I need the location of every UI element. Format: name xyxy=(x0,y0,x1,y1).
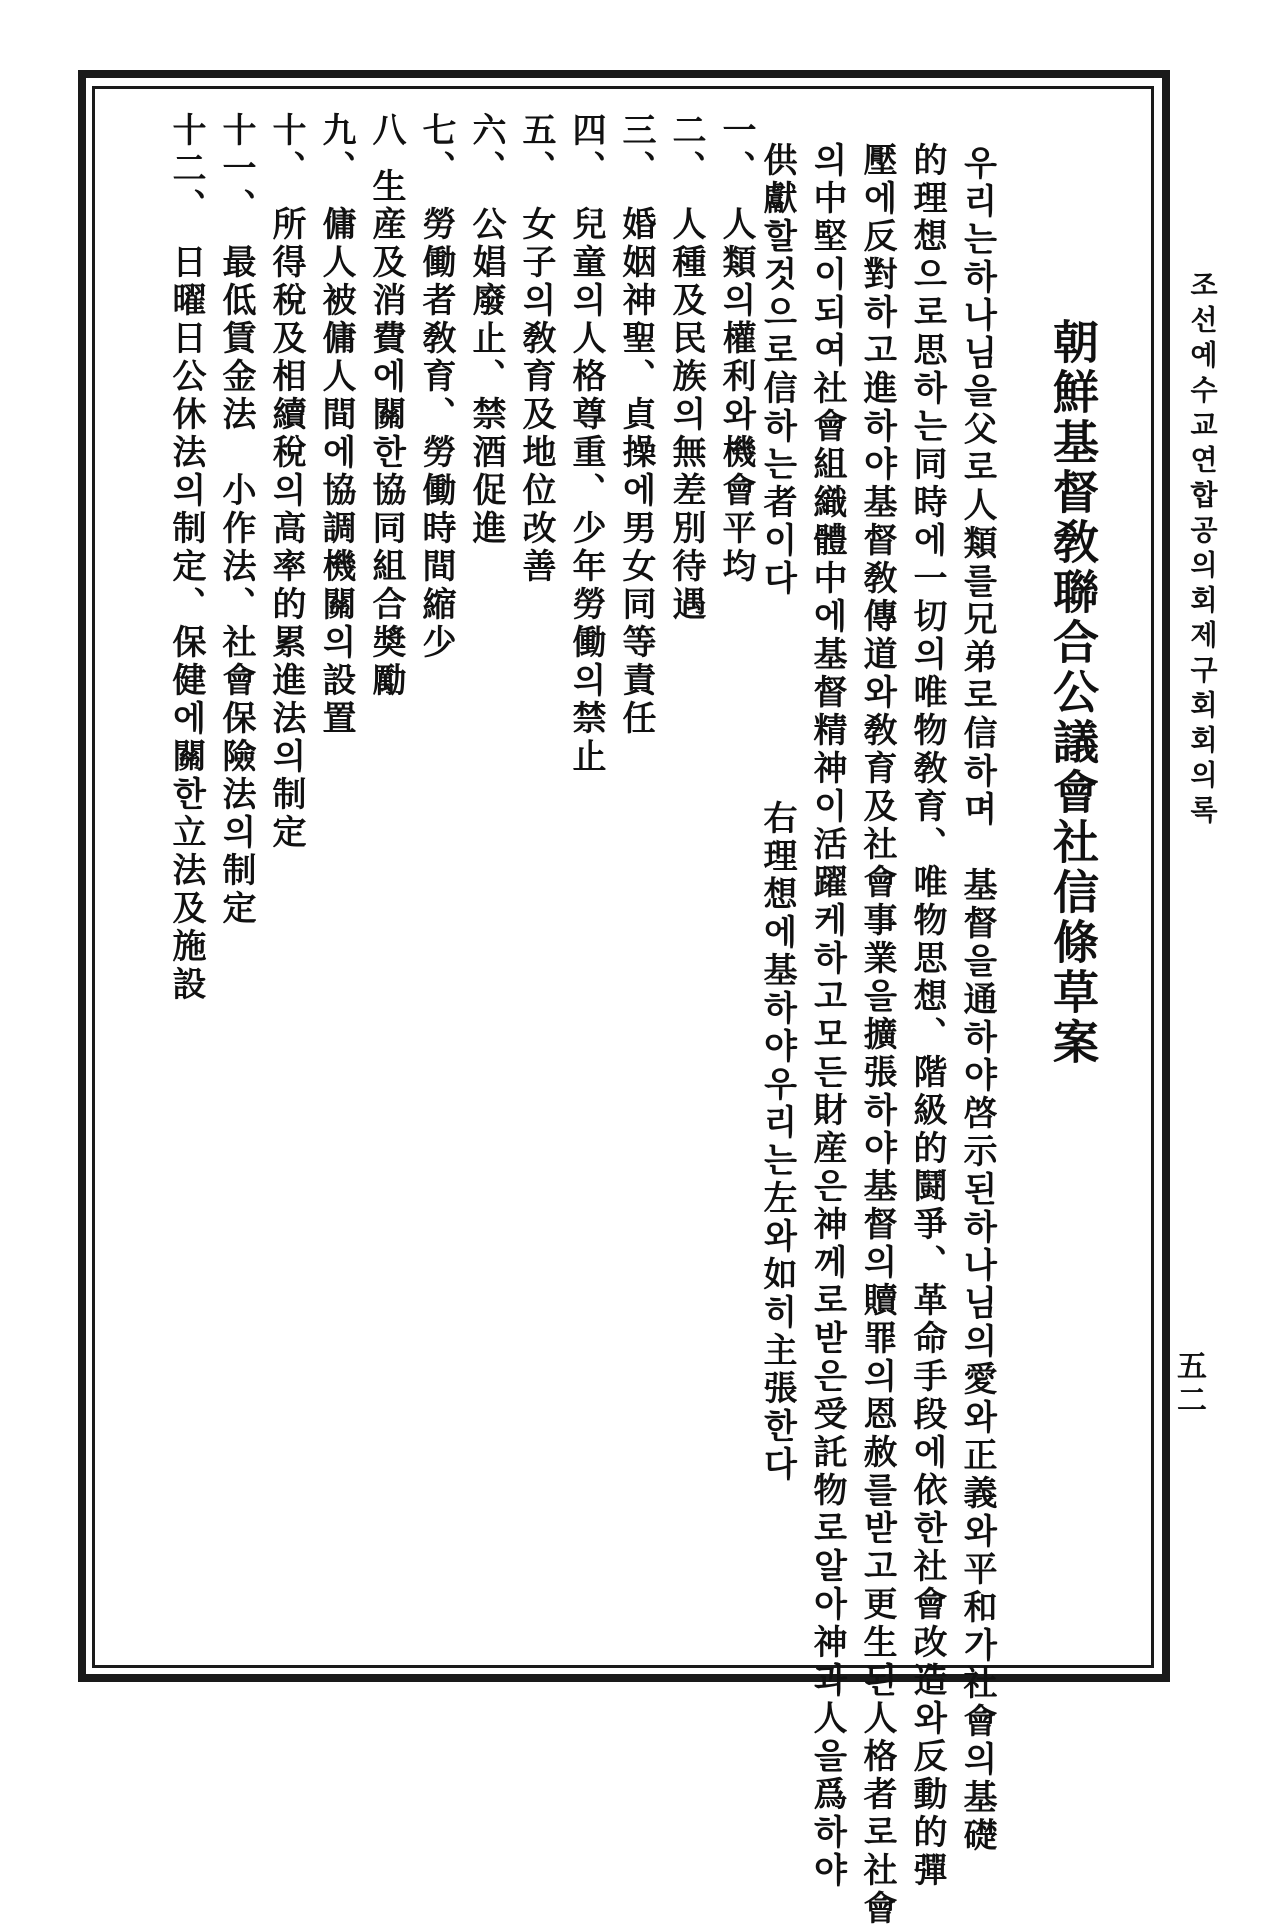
item-number: 十二、 xyxy=(166,112,206,226)
preamble-line-3: 壓에反對하고進하야基督敎傳道와敎育及社會事業을擴張하야基督의贖罪의恩赦를받고更生된人格者로社會 xyxy=(857,142,897,1928)
preamble-line-2: 的理想으로思하는同時에一切의唯物敎育、唯物思想、階級的鬪爭、革命手段에依한社會改造와反動的彈 xyxy=(907,142,947,1890)
item-number: 十、 xyxy=(266,112,306,188)
preamble-line-4: 의中堅이되여社會組織體中에基督精神이活躍케하고모든財産은神께로받은受託物로알아神과人을爲하야 xyxy=(807,142,847,1890)
creed-item-12 xyxy=(162,112,211,1004)
item-text: 兒童의人格尊重、少年勞働의禁止 xyxy=(566,206,606,776)
creed-item-9 xyxy=(312,112,361,738)
item-text: 人類의權利와機會平均 xyxy=(716,206,756,586)
creed-item-5 xyxy=(512,112,561,586)
item-text: 傭人被傭人間에協調機關의設置 xyxy=(316,206,356,738)
preamble-line-5: 供獻할것으로信하는者이다 xyxy=(757,142,797,598)
creed-item-6 xyxy=(462,112,511,548)
document-title: 朝鮮基督敎聯合公議會社信條草案 xyxy=(1046,318,1100,1068)
item-number: 六、 xyxy=(466,112,506,188)
running-header: 조선예수교연합공의회제구회회의록 xyxy=(1186,270,1219,830)
item-text: 日曜日公休法의制定、保健에關한立法及施設 xyxy=(166,244,206,1004)
item-text: 婚姻神聖、貞操에男女同等責任 xyxy=(616,206,656,738)
creed-item-8 xyxy=(362,112,411,700)
page-number: 五二 xyxy=(1171,1350,1206,1418)
item-number: 一、 xyxy=(716,112,756,188)
item-number: 三、 xyxy=(616,112,656,188)
item-text: 勞働者敎育、勞働時間縮少 xyxy=(416,206,456,662)
creed-item-2 xyxy=(662,112,711,624)
item-number: 八 xyxy=(366,112,406,150)
creed-item-1 xyxy=(712,112,761,586)
item-text: 女子의敎育及地位改善 xyxy=(516,206,556,586)
item-number: 四、 xyxy=(566,112,606,188)
preamble-closing: 右理想에基하야우리는左와如히主張한다 xyxy=(757,800,797,1484)
item-number: 七、 xyxy=(416,112,456,188)
item-number: 五、 xyxy=(516,112,556,188)
creed-item-11 xyxy=(212,112,261,928)
creed-item-4 xyxy=(562,112,611,776)
preamble-line-1: 우리는하나님을父로人類를兄弟로信하며 基督을通하야啓示된하나님의愛와正義와平和가社會의基礎 xyxy=(957,145,997,1855)
item-text: 生産及消費에關한協同組合奬勵 xyxy=(366,168,406,700)
creed-item-7 xyxy=(412,112,461,662)
item-text: 最低賃金法 小作法、社會保險法의制定 xyxy=(216,244,256,928)
item-text: 公娼廢止、禁酒促進 xyxy=(466,206,506,548)
item-text: 所得稅及相續稅의高率的累進法의制定 xyxy=(266,206,306,852)
item-text: 人種及民族의無差別待遇 xyxy=(666,206,706,624)
item-number: 九、 xyxy=(316,112,356,188)
item-number: 二、 xyxy=(666,112,706,188)
item-number: 十一、 xyxy=(216,112,256,226)
creed-item-3 xyxy=(612,112,661,738)
creed-item-10 xyxy=(262,112,311,852)
